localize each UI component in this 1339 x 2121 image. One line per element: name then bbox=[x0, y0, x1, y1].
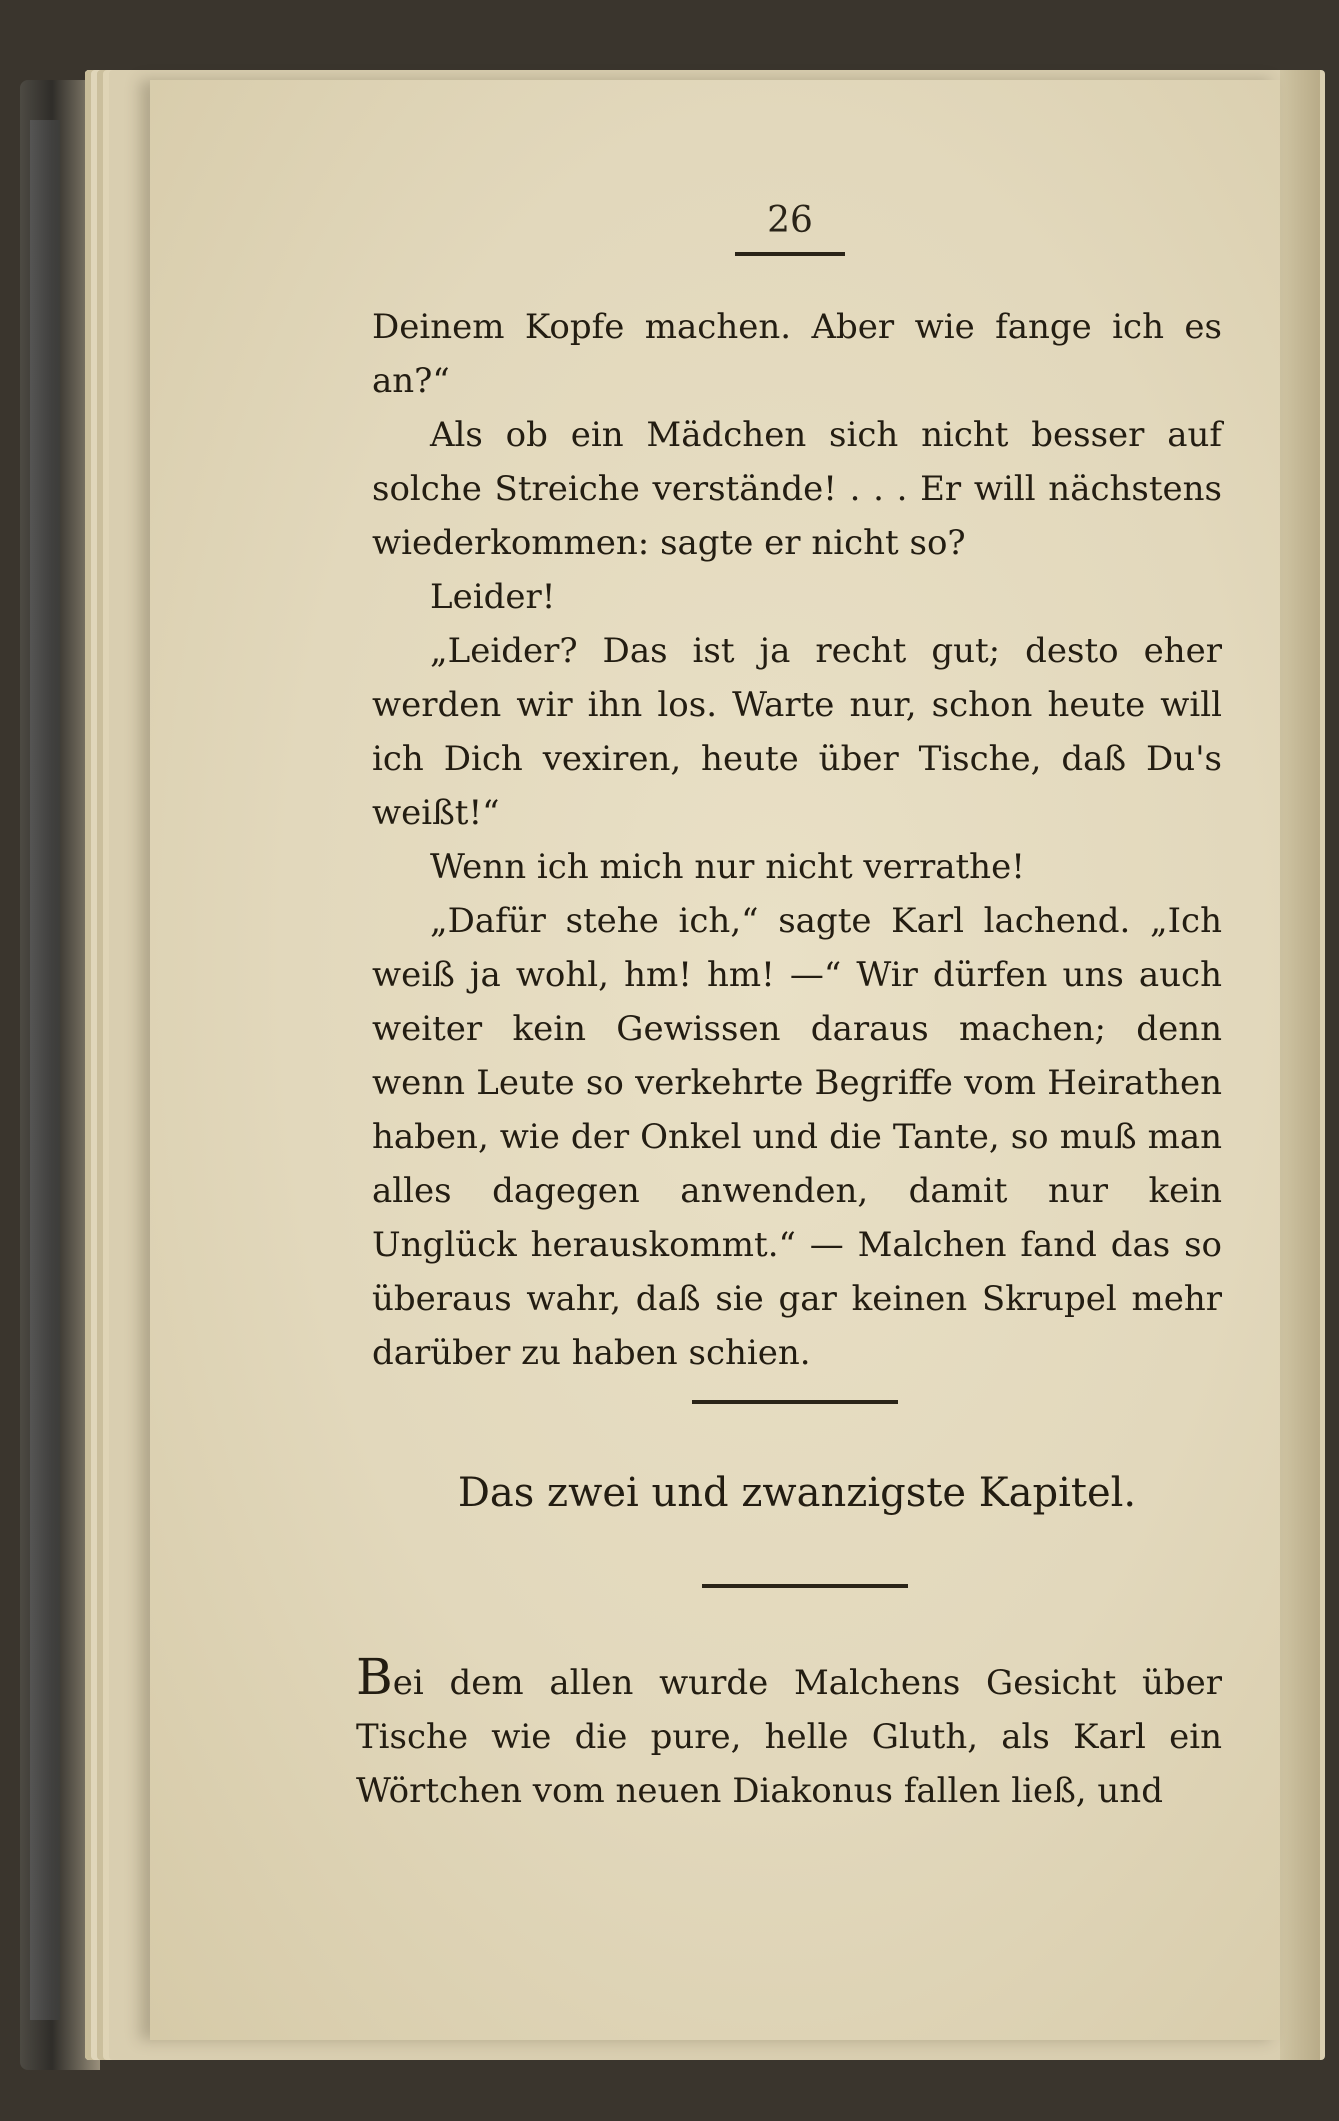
paragraph: „Dafür stehe ich,“ sagte Karl lachend. „Ich weiß ja wohl, hm! hm! —“ Wir dürfen uns auch weiter kein Gewissen daraus machen; denn wenn Leute so verkehrte Begriffe vom Heirathen haben, wie der Onkel und die Tante, so muß man alles dagegen anwenden, damit nur kein Unglück herauskommt.“ — Malchen fand das so überaus wahr, daß sie gar keinen Skrupel mehr darüber zu haben schien. bbox=[372, 901, 1222, 1373]
page-number-rule bbox=[735, 252, 845, 256]
section-rule-top bbox=[692, 1400, 898, 1404]
paragraph: „Leider? Das ist ja recht gut; desto eher werden wir ihn los. Warte nur, schon heute will ich Dich vexiren, heute über Tische, daß Du's weißt!“ bbox=[372, 631, 1222, 833]
section-rule-bottom bbox=[702, 1584, 908, 1588]
chapter-heading: Das zwei und zwanzigste Kapitel. bbox=[457, 1470, 1137, 1516]
chapter-opening-text: ei dem allen wurde Malchens Gesicht über Tische wie die pure, helle Gluth, als Karl ein Wörtchen vom neuen Diakonus fallen ließ, und bbox=[356, 1663, 1222, 1811]
paragraph: Leider! bbox=[430, 577, 556, 617]
chapter-opening-paragraph bbox=[356, 1650, 1222, 1818]
page-number: 26 bbox=[767, 200, 813, 241]
body-text bbox=[372, 300, 1222, 1380]
drop-cap: B bbox=[356, 1648, 393, 1706]
paragraph: Als ob ein Mädchen sich nicht besser auf solche Streiche verstände! . . . Er will nächstens wiederkommen: sagte er nicht so? bbox=[372, 415, 1222, 563]
paragraph: Wenn ich mich nur nicht verrathe! bbox=[430, 847, 1025, 887]
cover-spine bbox=[30, 120, 60, 2020]
paragraph: Deinem Kopfe machen. Aber wie fange ich es an?“ bbox=[372, 307, 1222, 401]
chapter-body-text bbox=[356, 1650, 1222, 1818]
right-page-edges bbox=[1280, 70, 1320, 2060]
